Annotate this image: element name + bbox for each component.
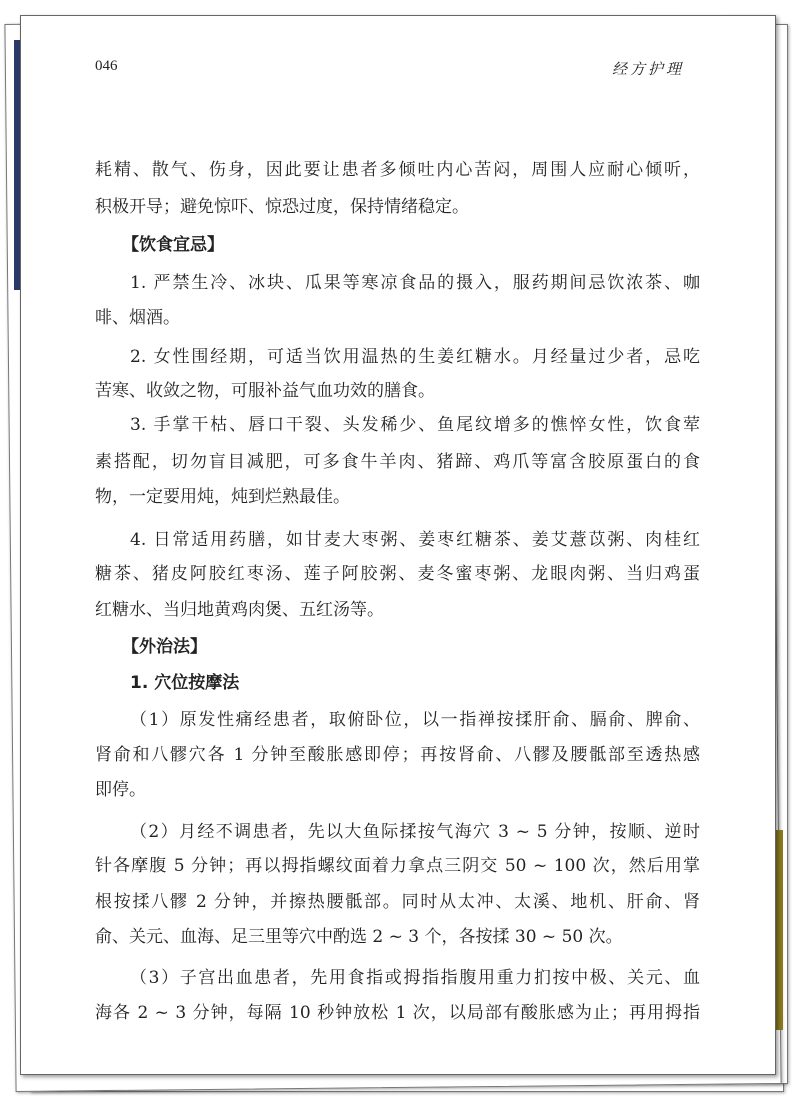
cover-edge-strip [775, 830, 783, 1030]
body-line: （2）月经不调患者，先以大鱼际揉按气海穴 3 ~ 5 分钟，按顺、逆时 [130, 822, 700, 842]
subsection-heading: 1. 穴位按摩法 [130, 673, 240, 693]
body-line: 啡、烟酒。 [95, 308, 180, 328]
body-line: 即停。 [95, 780, 146, 800]
body-line: 海各 2 ~ 3 分钟，每隔 10 秒钟放松 1 次，以局部有酸胀感为止；再用拇指 [95, 1003, 700, 1023]
body-line: 俞、关元、血海、足三里等穴中酌选 2 ~ 3 个，各按揉 30 ~ 50 次。 [95, 927, 623, 947]
running-header-title: 经方护理 [612, 60, 685, 78]
body-line: 耗精、散气、伤身，因此要让患者多倾吐内心苦闷，周围人应耐心倾听， [95, 160, 700, 180]
body-line: （3）子宫出血患者，先用食指或拇指指腹用重力扪按中极、关元、血 [130, 968, 700, 988]
body-line: 2. 女性围经期，可适当饮用温热的生姜红糖水。月经量过少者，忌吃 [130, 347, 700, 367]
body-line: 根按揉八髎 2 分钟，并擦热腰骶部。同时从太冲、太溪、地机、肝俞、肾 [95, 892, 700, 912]
section-heading: 【饮食宜忌】 [122, 235, 224, 255]
body-line: 3. 手掌干枯、唇口干裂、头发稀少、鱼尾纹增多的憔悴女性，饮食荤 [130, 415, 700, 435]
body-line: 1. 严禁生冷、冰块、瓜果等寒凉食品的摄入，服药期间忌饮浓茶、咖 [130, 273, 700, 293]
body-line: 苦寒、收敛之物，可服补益气血功效的膳食。 [95, 381, 435, 401]
body-line: 糖茶、猪皮阿胶红枣汤、莲子阿胶粥、麦冬蜜枣粥、龙眼肉粥、当归鸡蛋 [95, 564, 700, 584]
body-line: 素搭配，切勿盲目减肥，可多食牛羊肉、猪蹄、鸡爪等富含胶原蛋白的食 [95, 452, 700, 472]
body-line: 积极开导；避免惊吓、惊恐过度，保持情绪稳定。 [95, 197, 469, 217]
body-line: 4. 日常适用药膳，如甘麦大枣粥、姜枣红糖茶、姜艾薏苡粥、肉桂红 [130, 530, 700, 550]
section-heading: 【外治法】 [122, 637, 207, 657]
body-line: 肾俞和八髎穴各 1 分钟至酸胀感即停；再按肾俞、八髎及腰骶部至透热感 [95, 745, 700, 765]
body-line: （1）原发性痛经患者，取俯卧位，以一指禅按揉肝俞、膈俞、脾俞、 [130, 710, 700, 730]
body-line: 物，一定要用炖，炖到烂熟最佳。 [95, 487, 350, 507]
page-number: 046 [95, 58, 118, 74]
body-line: 针各摩腹 5 分钟；再以拇指螺纹面着力拿点三阴交 50 ~ 100 次，然后用掌 [95, 856, 700, 876]
body-line: 红糖水、当归地黄鸡肉煲、五红汤等。 [95, 600, 384, 620]
